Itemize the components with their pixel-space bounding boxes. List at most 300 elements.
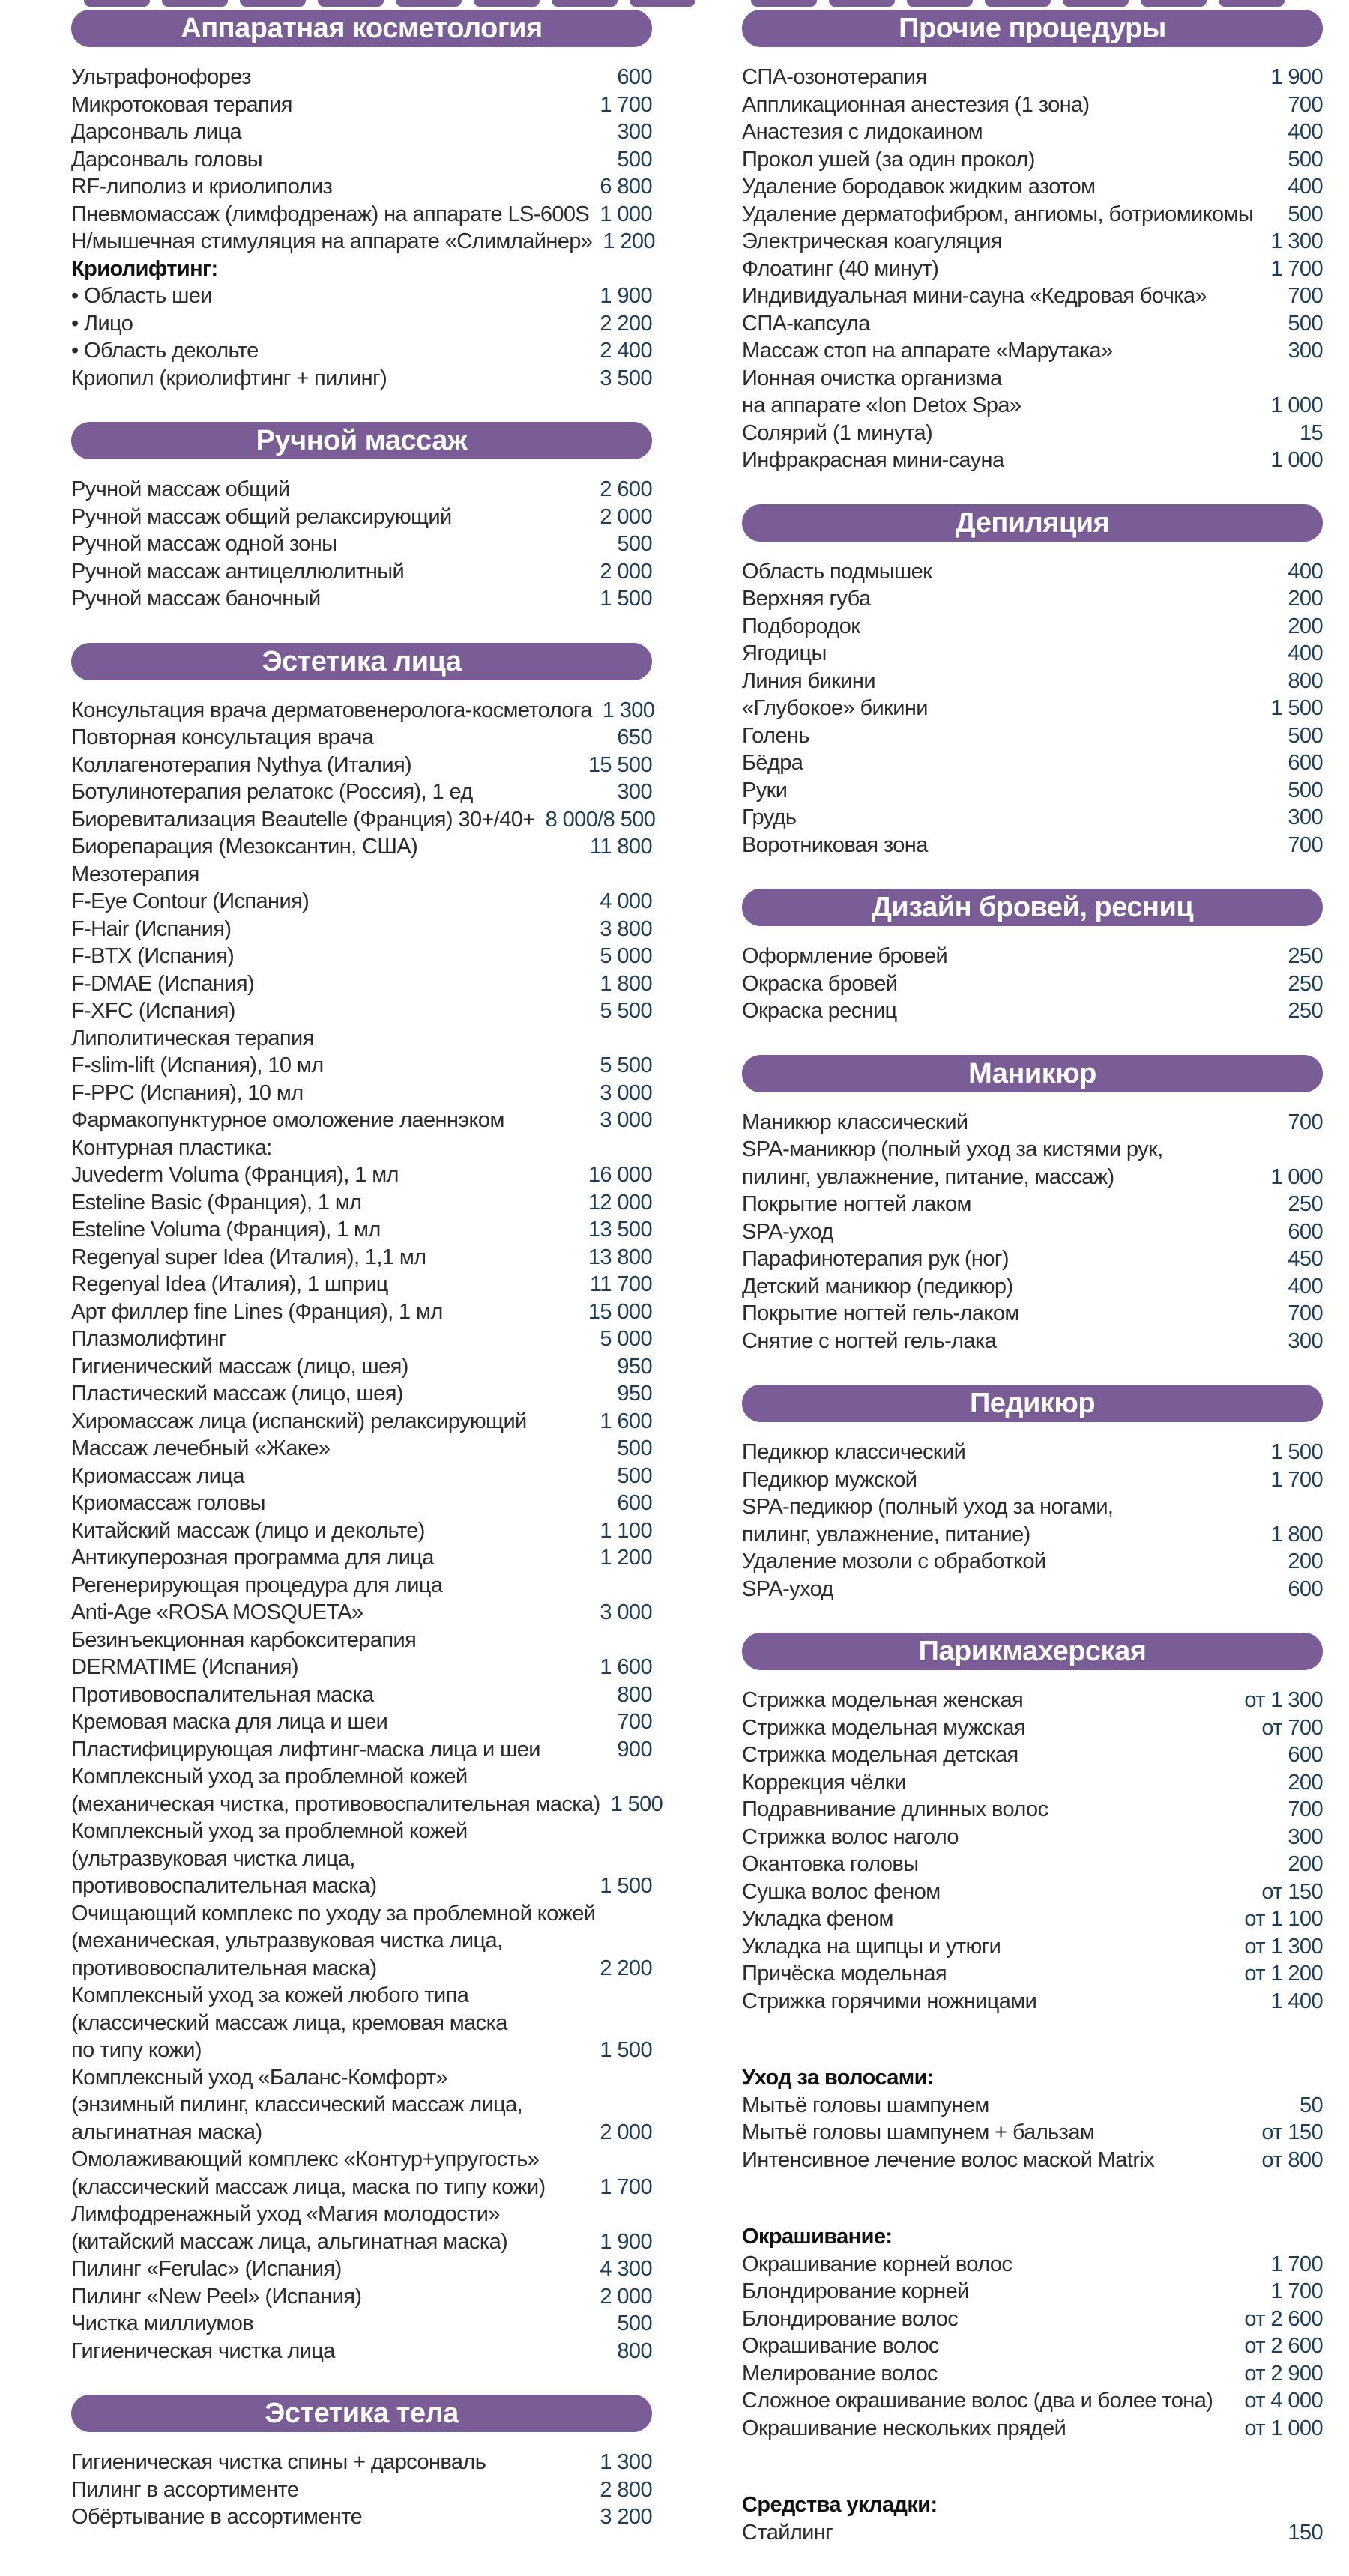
service-price: 500: [617, 1436, 652, 1460]
price-row: [71, 1654, 652, 1681]
price-row: [742, 1164, 1323, 1191]
service-price: 1 700: [1270, 256, 1323, 281]
service-label: альгинатная маска): [71, 2120, 262, 2144]
service-label: противовоспалительная маска): [71, 1874, 377, 1898]
service-label: F-DMAE (Испания): [71, 971, 255, 996]
service-label: Прокол ушей (за один прокол): [742, 147, 1035, 172]
price-row: [742, 2332, 1323, 2360]
price-section: [742, 10, 1323, 474]
service-price: 8 000/8 500: [545, 807, 656, 832]
section-header: Дизайн бровей, ресниц: [742, 889, 1323, 926]
price-section: [742, 1385, 1323, 1603]
price-row: [71, 476, 652, 504]
price-row: [71, 1544, 652, 1572]
price-row: [71, 833, 652, 861]
price-section: [71, 422, 652, 613]
price-row: [742, 1493, 1323, 1521]
service-price: 950: [617, 1382, 652, 1406]
service-price: 400: [1288, 559, 1323, 584]
price-row: [742, 1851, 1323, 1878]
service-label: Окраска бровей: [742, 971, 898, 996]
service-label: Криомассаж лица: [71, 1463, 244, 1488]
service-label: Покрытие ногтей гель-лаком: [742, 1301, 1019, 1325]
service-label: Мытьё головы шампунем + бальзам: [742, 2120, 1095, 2144]
service-label: по типу кожи): [71, 2038, 202, 2062]
price-row: [742, 2491, 1323, 2519]
price-row: [71, 1763, 652, 1791]
service-price: от 2 900: [1244, 2361, 1323, 2386]
price-row: [71, 2037, 652, 2064]
service-price: 5 500: [600, 1053, 652, 1077]
service-label: Ягодицы: [742, 641, 827, 665]
price-row: [71, 228, 655, 256]
price-row: [71, 1517, 652, 1545]
service-label: «Глубокое» бикини: [742, 696, 928, 720]
price-row: [742, 585, 1323, 613]
top-edge-dash: [907, 0, 973, 7]
service-price: 1 700: [1270, 2279, 1323, 2303]
service-label: Комплексный уход «Баланс-Комфорт»: [71, 2065, 448, 2090]
price-row: [742, 337, 1323, 365]
price-row: [71, 888, 652, 916]
service-label: Сложное окрашивание волос (два и более тона): [742, 2389, 1213, 2413]
price-row: [742, 2147, 1323, 2174]
service-label: Подравнивание длинных волос: [742, 1798, 1048, 1821]
service-price: 1 000: [1270, 1164, 1323, 1189]
service-label: Электрическая коагуляция: [742, 229, 1002, 253]
service-price: 400: [1288, 175, 1323, 199]
price-row: [71, 64, 652, 91]
service-label: Оформление бровей: [742, 944, 948, 968]
price-row: [71, 1845, 652, 1873]
service-price: 2 000: [600, 504, 652, 529]
service-label: SPA-уход: [742, 1576, 833, 1601]
service-price: 2 000: [600, 2120, 652, 2144]
price-row: [742, 1218, 1323, 1246]
price-row: [71, 2228, 652, 2256]
service-price: 500: [1288, 202, 1323, 226]
service-price: 4 300: [600, 2257, 652, 2281]
price-row: [71, 1982, 652, 2010]
service-price: 600: [617, 1491, 652, 1515]
service-label: Биорепарация (Мезоксантин, США): [71, 835, 418, 859]
service-label: Индивидуальная мини-сауна «Кедровая бочка»: [742, 284, 1207, 308]
service-label: Маникюр классический: [742, 1110, 968, 1134]
service-label: SPA-уход: [742, 1219, 833, 1244]
service-price: от 1 300: [1244, 1934, 1323, 1959]
price-row: [742, 282, 1323, 310]
service-price: 1 200: [600, 1546, 652, 1570]
price-row: [71, 173, 652, 201]
price-row: [742, 722, 1323, 750]
service-price: 500: [617, 147, 652, 172]
service-label: Окрашивание:: [742, 2225, 893, 2249]
service-price: 3 000: [600, 1080, 652, 1105]
service-price: 15 500: [588, 752, 652, 777]
service-price: 1 300: [600, 2450, 652, 2474]
service-price: 3 000: [600, 1600, 652, 1624]
service-label: Ручной массаж антицеллюлитный: [71, 559, 405, 584]
price-row: [742, 420, 1323, 447]
service-label: Криомассаж головы: [71, 1491, 265, 1515]
service-label: Удаление бородавок жидким азотом: [742, 175, 1096, 199]
price-row: [742, 1548, 1323, 1576]
section-header: Прочие процедуры: [742, 10, 1323, 47]
service-price: от 2 600: [1244, 2306, 1323, 2331]
service-price: 15: [1299, 420, 1323, 445]
service-label: SPA-педикюр (полный уход за ногами,: [742, 1495, 1114, 1519]
service-label: Мелирование волос: [742, 2361, 938, 2386]
service-label: Обёртывание в ассортименте: [71, 2505, 363, 2529]
top-edge-dash: [84, 0, 150, 7]
service-price: 1 100: [600, 1518, 652, 1543]
price-row: [742, 1328, 1323, 1355]
price-section: [742, 1633, 1323, 2546]
price-row: [71, 1325, 652, 1353]
service-label: Esteline Basic (Франция), 1 мл: [71, 1190, 362, 1215]
service-label: Грудь: [742, 805, 797, 829]
price-row: [71, 2091, 652, 2119]
price-row: [742, 447, 1323, 474]
service-label: Антикуперозная программа для лица: [71, 1546, 434, 1570]
service-price: 300: [1288, 1328, 1323, 1353]
price-row: [71, 1736, 652, 1764]
price-row: [71, 806, 656, 834]
service-label: Блондирование волос: [742, 2306, 959, 2331]
top-edge-dash: [985, 0, 1051, 7]
service-price: 800: [617, 1682, 652, 1707]
service-label: Верхняя губа: [742, 587, 871, 611]
service-label: Солярий (1 минута): [742, 420, 933, 445]
price-row: [742, 310, 1323, 338]
service-price: 800: [617, 2338, 652, 2363]
price-row: [71, 1025, 652, 1053]
service-price: 950: [617, 1354, 652, 1379]
section-header: Парикмахерская: [742, 1633, 1323, 1670]
service-price: 16 000: [588, 1163, 652, 1187]
price-row: [71, 1216, 652, 1244]
top-edge-dash: [829, 0, 895, 7]
service-price: 300: [1288, 805, 1323, 829]
price-row: [742, 64, 1323, 91]
service-label: • Область шеи: [71, 284, 212, 308]
price-row: [71, 1681, 652, 1709]
service-label: Покрытие ногтей лаком: [742, 1192, 971, 1216]
section-header: Аппаратная косметология: [71, 10, 652, 47]
service-label: Контурная пластика:: [71, 1135, 272, 1160]
service-price: 2 200: [600, 311, 652, 336]
service-label: Массаж лечебный «Жаке»: [71, 1436, 331, 1460]
service-price: 700: [1288, 92, 1323, 117]
price-row: [742, 1933, 1323, 1961]
price-row: [71, 1161, 652, 1189]
service-label: Дарсонваль лица: [71, 120, 242, 144]
service-label: Коллагенотерапия Nythya (Италия): [71, 752, 412, 777]
price-row: [71, 146, 652, 174]
service-label: СПА-озонотерапия: [742, 65, 927, 89]
service-price: 600: [617, 65, 652, 89]
price-row: [71, 724, 652, 752]
service-price: 1 800: [600, 971, 652, 996]
price-row: [742, 695, 1323, 722]
service-label: Укладка на щипцы и утюги: [742, 1934, 1001, 1959]
service-price: от 150: [1261, 1879, 1323, 1904]
price-row: [71, 970, 652, 998]
service-label: Juvederm Voluma (Франция), 1 мл: [71, 1163, 399, 1187]
service-label: Парафинотерапия рук (ног): [742, 1247, 1009, 1271]
price-row: [742, 2519, 1323, 2547]
price-row: [71, 585, 652, 613]
service-label: Плазмолифтинг: [71, 1327, 226, 1351]
service-label: противовоспалительная маска): [71, 1956, 377, 1980]
service-price: 300: [617, 120, 652, 144]
service-label: Пластический массаж (лицо, шея): [71, 1382, 403, 1406]
price-row: [71, 1435, 652, 1463]
service-price: 600: [1288, 751, 1323, 775]
service-label: Esteline Voluma (Франция), 1 мл: [71, 1218, 381, 1242]
service-price: 4 000: [600, 889, 652, 913]
service-price: от 1 200: [1244, 1962, 1323, 1986]
service-price: 13 500: [588, 1218, 652, 1242]
price-row: [742, 146, 1323, 174]
service-label: Безинъекционная карбокситерапия: [71, 1627, 417, 1652]
service-label: Консультация врача дерматовенеролога-косметолога: [71, 698, 592, 722]
price-row: [71, 1872, 652, 1900]
price-row: [71, 91, 652, 119]
service-price: 5 000: [600, 944, 652, 968]
price-row: [742, 997, 1323, 1025]
service-price: 600: [1288, 1743, 1323, 1767]
service-label: Гигиеническая чистка лица: [71, 2338, 335, 2363]
service-label: Удаление дерматофибром, ангиомы, ботриомикомы: [742, 202, 1254, 226]
service-price: 1 600: [600, 1409, 652, 1433]
service-price: 5 000: [600, 1327, 652, 1351]
service-label: Пластифицирующая лифтинг-маска лица и шеи: [71, 1737, 540, 1762]
price-row: [71, 778, 652, 806]
price-row: [742, 1521, 1323, 1549]
price-row: [71, 504, 652, 531]
price-row: [71, 1927, 652, 1955]
section-header: Эстетика тела: [71, 2395, 652, 2432]
price-row: [71, 282, 652, 310]
service-label: Regenyal Idea (Италия), 1 шприц: [71, 1272, 388, 1296]
service-label: Педикюр классический: [742, 1440, 966, 1464]
top-edge-dash: [630, 0, 695, 7]
service-label: Бёдра: [742, 751, 803, 775]
price-row: [71, 1134, 652, 1162]
service-label: F-BTX (Испания): [71, 944, 235, 968]
price-row: [742, 365, 1323, 393]
price-row: [742, 640, 1323, 668]
price-row: [71, 2338, 652, 2365]
service-label: Регенерирующая процедура для лица: [71, 1573, 443, 1597]
price-row: [71, 1244, 652, 1272]
service-label: Сушка волос феном: [742, 1879, 941, 1904]
price-row: [71, 1627, 652, 1654]
price-row: [742, 1576, 1323, 1603]
service-label: Микротоковая терапия: [71, 92, 292, 117]
price-section: [71, 643, 663, 2365]
service-label: СПА-капсула: [742, 311, 870, 336]
price-row: [742, 228, 1323, 256]
section-header: Маникюр: [742, 1055, 1323, 1092]
service-label: Блондирование корней: [742, 2279, 969, 2303]
service-price: 1 500: [1270, 696, 1323, 720]
service-label: Ручной массаж общий релаксирующий: [71, 504, 452, 529]
price-row: [742, 1687, 1323, 1714]
price-row: [742, 2064, 1323, 2092]
service-price: 1 500: [610, 1792, 663, 1816]
price-row: [71, 1380, 652, 1408]
price-row: [71, 2119, 652, 2147]
service-price: 12 000: [588, 1190, 652, 1215]
service-price: 700: [1288, 832, 1323, 857]
service-label: SPA-маникюр (полный уход за кистями рук,: [742, 1137, 1163, 1161]
price-row: [71, 861, 652, 889]
price-row: [742, 777, 1323, 805]
service-price: 500: [1288, 311, 1323, 336]
service-price: 300: [1288, 339, 1323, 363]
service-price: 1 600: [600, 1655, 652, 1679]
service-label: Удаление мозоли с обработкой: [742, 1549, 1046, 1573]
service-price: 1 500: [600, 2038, 652, 2062]
service-label: Криопил (криолифтинг + пилинг): [71, 366, 387, 390]
price-row: [742, 1245, 1323, 1273]
price-section: [71, 10, 655, 392]
service-label: Лимфодренажный уход «Магия молодости»: [71, 2202, 500, 2226]
price-row: [742, 2251, 1323, 2279]
price-row: [71, 2146, 652, 2174]
price-row: [71, 2503, 652, 2531]
section-header: Педикюр: [742, 1385, 1323, 1422]
service-label: Н/мышечная стимуляция на аппарате «Слимлайнер»: [71, 229, 593, 253]
price-row: [742, 668, 1323, 695]
top-edge-dash: [474, 0, 540, 7]
price-row: [742, 2119, 1323, 2147]
service-price: 250: [1288, 999, 1323, 1023]
service-label: пилинг, увлажнение, питание): [742, 1522, 1030, 1546]
service-price: 1 300: [1270, 229, 1323, 253]
service-price: 1 000: [1270, 393, 1323, 417]
price-row: [742, 2278, 1323, 2306]
price-row: [742, 392, 1323, 420]
service-price: 1 500: [600, 1874, 652, 1898]
service-label: Хиромассаж лица (испанский) релаксирующий: [71, 1409, 527, 1433]
price-row: [742, 1136, 1323, 1164]
price-row: [742, 1769, 1323, 1797]
service-label: Инфракрасная мини-сауна: [742, 448, 1004, 472]
service-label: Причёска модельная: [742, 1962, 947, 1986]
price-row: [742, 1878, 1323, 1906]
price-section: [742, 1055, 1323, 1355]
service-label: Повторная консультация врача: [71, 725, 374, 749]
service-label: (энзимный пилинг, классический массаж лица,: [71, 2093, 523, 2117]
service-label: Стрижка модельная мужская: [742, 1715, 1026, 1740]
service-label: (механическая чистка, противовоспалительная маска): [71, 1792, 600, 1816]
service-label: Криолифтинг:: [71, 256, 218, 281]
section-header: Эстетика лица: [71, 643, 652, 680]
service-label: Окраска ресниц: [742, 999, 897, 1023]
top-edge-dash: [1063, 0, 1129, 7]
service-price: 2 000: [600, 2284, 652, 2309]
price-row: [742, 2415, 1323, 2443]
service-label: F-XFC (Испания): [71, 999, 235, 1023]
service-price: 250: [1288, 971, 1323, 996]
service-price: 500: [617, 532, 652, 556]
service-label: Средства укладки:: [742, 2493, 938, 2517]
service-label: Ручной массаж баночный: [71, 587, 321, 611]
service-label: Пилинг в ассортименте: [71, 2477, 299, 2502]
price-row: [742, 1905, 1323, 1933]
service-label: Детский маникюр (педикюр): [742, 1274, 1013, 1298]
service-price: 1 300: [602, 698, 655, 722]
service-price: 500: [617, 1463, 652, 1488]
service-price: 300: [617, 780, 652, 804]
price-row: [71, 1408, 652, 1436]
service-label: RF-липолиз и криолиполиз: [71, 175, 333, 199]
service-price: 50: [1299, 2093, 1323, 2117]
price-row: [742, 91, 1323, 119]
service-label: на аппарате «Ion Detox Spa»: [742, 393, 1021, 417]
service-price: 3 000: [600, 1108, 652, 1132]
service-price: 3 200: [600, 2505, 652, 2529]
price-row: [742, 1273, 1323, 1301]
service-price: 800: [1288, 668, 1323, 693]
price-row: [71, 558, 652, 586]
price-row: [71, 201, 652, 229]
service-price: 650: [617, 725, 652, 749]
price-section: [71, 2395, 652, 2531]
top-edge-dash: [1219, 0, 1285, 7]
price-row: [742, 613, 1323, 641]
price-list-column-right: [742, 10, 1323, 2576]
service-label: Линия бикини: [742, 668, 875, 693]
service-label: Мытьё головы шампунем: [742, 2093, 989, 2117]
service-price: 1 500: [1270, 1440, 1323, 1464]
service-price: 1 200: [603, 229, 655, 253]
price-row: [71, 1490, 652, 1517]
price-row: [742, 1714, 1323, 1742]
service-price: от 1 000: [1244, 2416, 1323, 2440]
service-price: 2 800: [600, 2477, 652, 2502]
service-label: Окрашивание волос: [742, 2334, 939, 2358]
service-label: Флоатинг (40 минут): [742, 256, 939, 281]
price-row: [71, 1900, 652, 1928]
service-label: (классический массаж лица, маска по типу кожи): [71, 2174, 546, 2199]
service-label: Окрашивание корней волос: [742, 2252, 1012, 2276]
price-row: [742, 201, 1323, 229]
service-label: • Область декольте: [71, 339, 259, 363]
service-price: 11 800: [590, 835, 652, 859]
service-label: Арт филлер fine Lines (Франция), 1 мл: [71, 1299, 443, 1324]
service-label: Массаж стоп на аппарате «Марутака»: [742, 339, 1113, 363]
service-price: 2 600: [600, 477, 652, 501]
price-row: [71, 1271, 652, 1298]
service-label: Anti-Age «ROSA MOSQUETA»: [71, 1600, 363, 1624]
service-label: Стрижка модельная женская: [742, 1688, 1024, 1712]
service-price: 2 400: [600, 339, 652, 363]
service-label: Подбородок: [742, 614, 860, 638]
price-row: [71, 1955, 652, 1983]
service-price: от 1 100: [1244, 1907, 1323, 1931]
service-label: Аппликационная анестезия (1 зона): [742, 92, 1090, 117]
service-price: 3 800: [600, 916, 652, 941]
price-row: [71, 2310, 652, 2338]
service-price: 1 700: [600, 2174, 652, 2199]
service-price: 5 500: [600, 999, 652, 1023]
service-price: от 4 000: [1244, 2389, 1323, 2413]
service-label: Пневмомассаж (лимфодренаж) на аппарате LS-600S: [71, 202, 590, 226]
